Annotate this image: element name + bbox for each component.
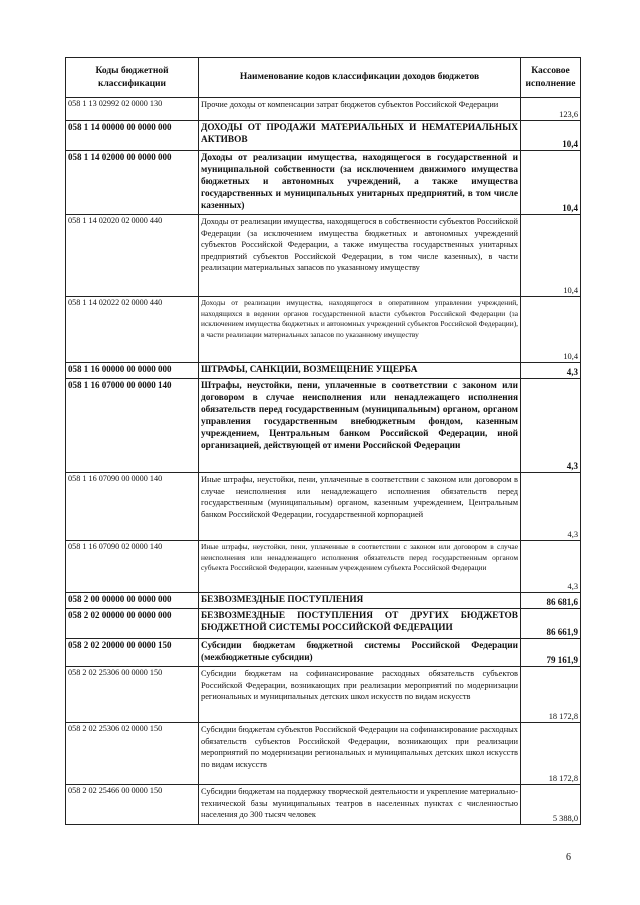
table-row: [66, 541, 581, 593]
table-body: [66, 98, 581, 825]
row-name: Субсидии бюджетам бюджетной системы Российской Федерации (межбюджетные субсидии): [199, 639, 521, 667]
row-amount: 86 681,6: [521, 593, 581, 609]
row-amount: 123,6: [521, 98, 581, 121]
row-name: Доходы от реализации имущества, находящегося в собственности субъектов Российской Федерации (за исключением имущества бюджетных и автономных учреждений субъектов Российской Федерации, а также имущества государственных унитарных предприятий субъектов Российской Федерации, в том числе казенных), в части реализации материальных запасов по указанному имуществу: [199, 215, 521, 297]
row-code: 058 1 16 07090 00 0000 140: [66, 473, 199, 541]
row-amount: 79 161,9: [521, 639, 581, 667]
row-name: Доходы от реализации имущества, находящегося в оперативном управлении учреждений, находящихся в ведении органов государственной власти субъектов Российской Федерации (за исключением имущества бюджетных и автономных учреждений субъектов Российской Федерации), в части реализации материальных запасов по указанному имуществу: [199, 297, 521, 363]
row-amount: 4,3: [521, 473, 581, 541]
row-name: Прочие доходы от компенсации затрат бюджетов субъектов Российской Федерации: [199, 98, 521, 121]
row-name: Субсидии бюджетам субъектов Российской Федерации на софинансирование расходных обязательств субъектов Российской Федерации, возникающих при реализации мероприятий по модернизации региональных и муниципальных детских школ искусств по видам искусств: [199, 723, 521, 785]
page-number: 6: [566, 852, 571, 863]
table-row: [66, 639, 581, 667]
row-code: 058 1 14 02000 00 0000 000: [66, 151, 199, 215]
row-amount: 5 388,0: [521, 785, 581, 825]
row-amount: 18 172,8: [521, 667, 581, 723]
row-amount: 86 661,9: [521, 609, 581, 639]
row-name: Субсидии бюджетам на поддержку творческой деятельности и укрепление материально-технической базы муниципальных театров в населенных пунктах с численностью населения до 300 тысяч человек: [199, 785, 521, 825]
row-name: БЕЗВОЗМЕЗДНЫЕ ПОСТУПЛЕНИЯ: [199, 593, 521, 609]
table-row: [66, 98, 581, 121]
table-row: [66, 609, 581, 639]
row-name: Субсидии бюджетам на софинансирование расходных обязательств субъектов Российской Федерации, возникающих при реализации мероприятий по модернизации региональных и муниципальных детских школ искусств по видам искусств: [199, 667, 521, 723]
table-row: [66, 379, 581, 473]
table-row: [66, 473, 581, 541]
row-code: 058 1 14 02022 02 0000 440: [66, 297, 199, 363]
row-code: 058 1 16 00000 00 0000 000: [66, 363, 199, 379]
row-amount: 18 172,8: [521, 723, 581, 785]
row-code: 058 1 13 02992 02 0000 130: [66, 98, 199, 121]
table-header-row: [66, 58, 581, 98]
table-row: [66, 363, 581, 379]
row-amount: 4,3: [521, 379, 581, 473]
row-name: ДОХОДЫ ОТ ПРОДАЖИ МАТЕРИАЛЬНЫХ И НЕМАТЕРИАЛЬНЫХ АКТИВОВ: [199, 121, 521, 151]
table-row: [66, 723, 581, 785]
row-name: Иные штрафы, неустойки, пени, уплаченные в соответствии с законом или договором в случае неисполнения или ненадлежащего исполнения обязательств перед государственным органом субъекта Российской Федерации, казенным учреждением субъекта Российской Федерации: [199, 541, 521, 593]
header-amount: Кассовое исполнение: [521, 58, 581, 98]
row-code: 058 2 02 00000 00 0000 000: [66, 609, 199, 639]
row-code: 058 2 02 25306 00 0000 150: [66, 667, 199, 723]
row-amount: 10,4: [521, 297, 581, 363]
table-row: [66, 593, 581, 609]
row-code: 058 1 16 07000 00 0000 140: [66, 379, 199, 473]
row-name: Штрафы, неустойки, пени, уплаченные в соответствии с законом или договором в случае неисполнения или ненадлежащего исполнения обязательств перед государственным (муниципальным) органом, органом управления государственным внебюджетным фондом, казенным учреждением, Центральным банком Российской Федерации, иной организацией, действующей от имени Российской Федерации: [199, 379, 521, 473]
row-code: 058 1 14 02020 02 0000 440: [66, 215, 199, 297]
row-amount: 10,4: [521, 151, 581, 215]
table-row: [66, 215, 581, 297]
row-name: ШТРАФЫ, САНКЦИИ, ВОЗМЕЩЕНИЕ УЩЕРБА: [199, 363, 521, 379]
header-name: Наименование кодов классификации доходов бюджетов: [199, 58, 521, 98]
row-name: Доходы от реализации имущества, находящегося в государственной и муниципальной собственности (за исключением движимого имущества бюджетных и автономных учреждений, а также имущества государственных и муниципальных унитарных предприятий, в том числе казенных): [199, 151, 521, 215]
row-amount: 10,4: [521, 121, 581, 151]
row-amount: 4,3: [521, 363, 581, 379]
row-code: 058 2 02 20000 00 0000 150: [66, 639, 199, 667]
budget-income-table: [65, 57, 581, 825]
row-code: 058 2 02 25466 00 0000 150: [66, 785, 199, 825]
row-code: 058 1 16 07090 02 0000 140: [66, 541, 199, 593]
row-name: Иные штрафы, неустойки, пени, уплаченные в соответствии с законом или договором в случае неисполнения или ненадлежащего исполнения обязательств перед государственным (муниципальным) органом, казенным учреждением, Центральным банком Российской Федерации, государственной корпорацией: [199, 473, 521, 541]
table-row: [66, 785, 581, 825]
row-code: 058 1 14 00000 00 0000 000: [66, 121, 199, 151]
row-name: БЕЗВОЗМЕЗДНЫЕ ПОСТУПЛЕНИЯ ОТ ДРУГИХ БЮДЖЕТОВ БЮДЖЕТНОЙ СИСТЕМЫ РОССИЙСКОЙ ФЕДЕРАЦИИ: [199, 609, 521, 639]
row-code: 058 2 00 00000 00 0000 000: [66, 593, 199, 609]
table-row: [66, 151, 581, 215]
row-amount: 4,3: [521, 541, 581, 593]
row-code: 058 2 02 25306 02 0000 150: [66, 723, 199, 785]
table-row: [66, 667, 581, 723]
table-row: [66, 297, 581, 363]
header-code: Коды бюджетной классификации: [66, 58, 199, 98]
row-amount: 10,4: [521, 215, 581, 297]
table-row: [66, 121, 581, 151]
